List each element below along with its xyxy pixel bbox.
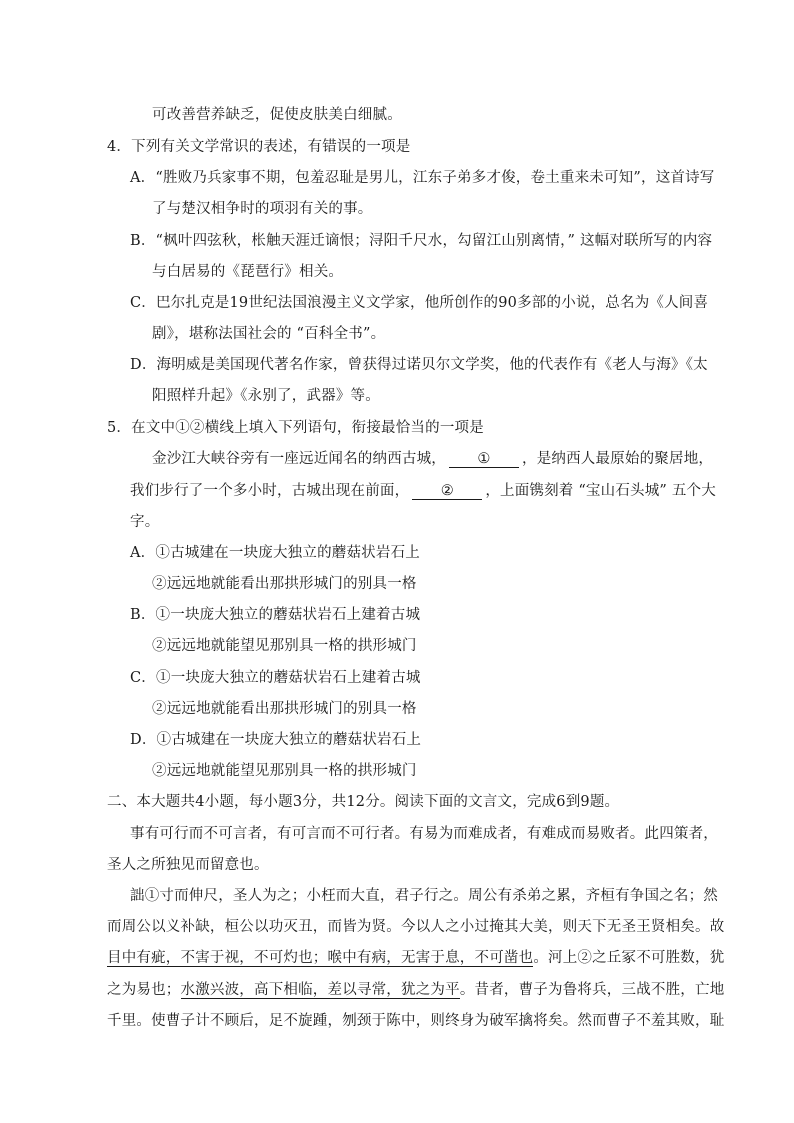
option-d: D．①古城建在一块庞大独立的蘑菇状岩石上 — [130, 732, 422, 748]
classical-text-p2-line2: 而周公以义补缺，桓公以功灭丑，而皆为贤。今以人之小过掩其大美，则天下无圣王贤相矣。故 — [107, 919, 725, 935]
passage-line2 — [130, 479, 716, 500]
passage-text: 金沙江大峡谷旁有一座远近闻名的纳西古城， — [152, 451, 446, 467]
classical-text-p1-line1: 事有可行而不可言者，有可言而不可行者。有易为而难成者，有难成而易败者。此四策者， — [130, 826, 718, 842]
classical-text-p2-line1: 詘①寸而伸尺，圣人为之；小枉而大直，君子行之。周公有杀弟之累，齐桓有争国之名；然 — [130, 888, 718, 904]
passage-text: ，是纳西人最原始的聚居地， — [522, 451, 714, 467]
option-c-line2: 剧》，堪称法国社会的 “百科全书”。 — [152, 326, 386, 342]
passage-text: ，上面镌刻着 “宝山石头城” 五个大 — [485, 483, 716, 499]
option-c-line1: C．巴尔扎克是19世纪法国浪漫主义文学家，他所创作的90多部的小说，总名为《人间喜 — [130, 295, 709, 311]
option-b-line2: 与白居易的《琵琶行》相关。 — [152, 264, 344, 280]
passage-line1 — [152, 447, 713, 468]
question-4-stem: 4．下列有关文学常识的表述，有错误的一项是 — [107, 139, 411, 155]
option-d-line2: 阳照样升起》《永别了，武器》等。 — [152, 388, 380, 404]
classical-text-p1-line2: 圣人之所独见而留意也。 — [107, 857, 269, 873]
passage-text: 我们步行了一个多小时，古城出现在前面， — [130, 483, 410, 499]
fill-blank-2: ② — [412, 483, 482, 500]
option-b-sub: ②远远地就能望见那别具一格的拱形城门 — [152, 638, 417, 654]
passage-text: 之为易也； — [107, 982, 181, 998]
option-a-line1: A．“胜败乃兵家事不期，包羞忍耻是男儿，江东子弟多才俊，卷土重来未可知”，这首诗写 — [130, 170, 715, 186]
passage-text: 。昔者，曹子为鲁将兵，三战不胜，亡地 — [459, 982, 725, 998]
option-b: B．①一块庞大独立的蘑菇状岩石上建着古城 — [130, 607, 421, 623]
classical-text-p2-line4 — [107, 978, 724, 999]
section-heading: 二、本大题共4小题，每小题3分，共12分。阅读下面的文言文，完成6到9题。 — [107, 794, 620, 810]
option-c: C．①一块庞大独立的蘑菇状岩石上建着古城 — [130, 670, 421, 686]
option-c-sub: ②远远地就能看出那拱形城门的别具一格 — [152, 701, 417, 717]
underlined-sentence-1: 目中有疵，不害于视，不可灼也；喉中有病，无害于息，不可凿也 — [107, 950, 534, 966]
passage-text: 。河上②之丘冢不可胜数，犹 — [533, 950, 725, 966]
option-d-sub: ②远远地就能望见那别具一格的拱形城门 — [152, 763, 417, 779]
text-line: 可改善营养缺乏，促使皮肤美白细腻。 — [152, 107, 402, 123]
underlined-sentence-2: 水激兴波，高下相临，差以寻常，犹之为平 — [180, 982, 460, 998]
classical-text-p2-line5: 千里。使曹子计不顾后，足不旋踵，刎颈于陈中，则终身为破军擒将矣。然而曹子不羞其败，耻 — [107, 1013, 725, 1029]
fill-blank-1: ① — [449, 451, 519, 468]
question-5-stem: 5．在文中①②横线上填入下列语句，衔接最恰当的一项是 — [107, 420, 484, 436]
option-a: A．①古城建在一块庞大独立的蘑菇状岩石上 — [130, 545, 420, 561]
option-a-sub: ②远远地就能看出那拱形城门的别具一格 — [152, 576, 417, 592]
option-b-line1: B．“枫叶四弦秋，枨触天涯迁谪恨；浔阳千尺水，勾留江山别离情，” 这幅对联所写的内容 — [130, 233, 713, 249]
option-d-line1: D．海明威是美国现代著名作家，曾获得过诺贝尔文学奖，他的代表作有《老人与海》《太 — [130, 357, 708, 373]
passage-line3: 字。 — [130, 514, 160, 530]
option-a-line2: 了与楚汉相争时的项羽有关的事。 — [152, 201, 373, 217]
classical-text-p2-line3 — [107, 946, 724, 967]
